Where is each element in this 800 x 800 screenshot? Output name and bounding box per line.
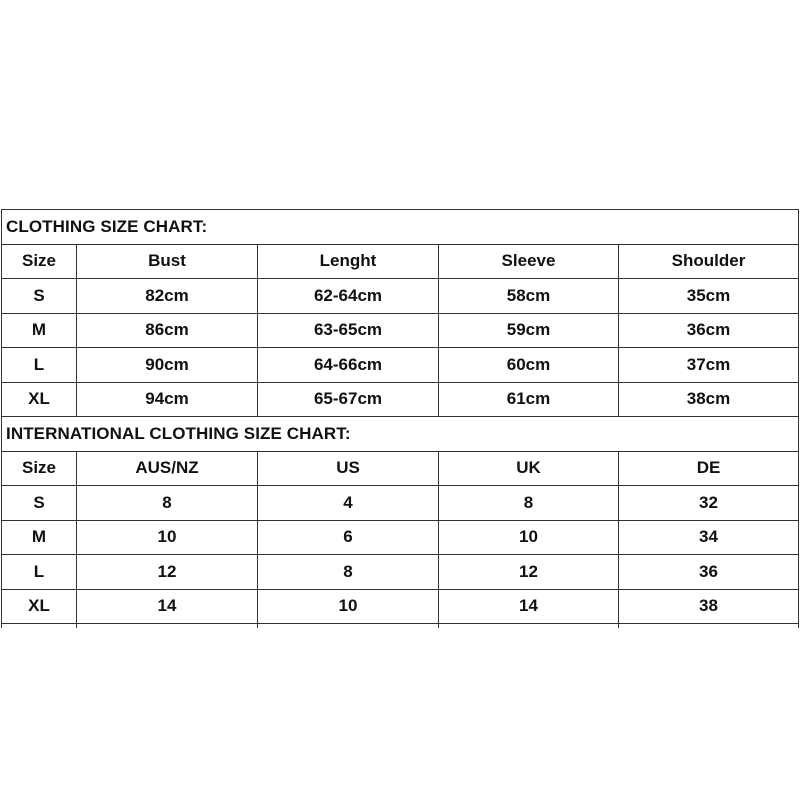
sleeve-cell: 58cm <box>439 279 619 314</box>
de-cell: 32 <box>619 486 799 521</box>
column-header-uk: UK <box>439 451 619 486</box>
cropped-cell <box>439 624 619 629</box>
clothing-chart-header-row <box>2 244 799 279</box>
column-header-shoulder: Shoulder <box>619 244 799 279</box>
size-cell: M <box>2 520 77 555</box>
bust-cell: 90cm <box>77 348 258 383</box>
cropped-cell <box>77 624 258 629</box>
shoulder-cell: 37cm <box>619 348 799 383</box>
uk-cell: 10 <box>439 520 619 555</box>
column-header-us: US <box>258 451 439 486</box>
uk-cell: 12 <box>439 555 619 590</box>
cropped-cell <box>2 624 77 629</box>
us-cell: 4 <box>258 486 439 521</box>
uk-cell: 8 <box>439 486 619 521</box>
international-chart-header-row <box>2 451 799 486</box>
cropped-cell <box>258 624 439 629</box>
cropped-row-strip <box>2 624 799 629</box>
size-cell: L <box>2 348 77 383</box>
bust-cell: 82cm <box>77 279 258 314</box>
us-cell: 6 <box>258 520 439 555</box>
table-row <box>2 589 799 624</box>
international-chart-title: INTERNATIONAL CLOTHING SIZE CHART: <box>2 417 799 452</box>
length-cell: 62-64cm <box>258 279 439 314</box>
bust-cell: 86cm <box>77 313 258 348</box>
de-cell: 38 <box>619 589 799 624</box>
shoulder-cell: 38cm <box>619 382 799 417</box>
column-header-length: Lenght <box>258 244 439 279</box>
column-header-size: Size <box>2 451 77 486</box>
size-chart-document <box>1 209 798 628</box>
column-header-sleeve: Sleeve <box>439 244 619 279</box>
aus-nz-cell: 14 <box>77 589 258 624</box>
table-row <box>2 520 799 555</box>
de-cell: 36 <box>619 555 799 590</box>
size-cell: XL <box>2 382 77 417</box>
international-chart-title-row <box>2 417 799 452</box>
sleeve-cell: 60cm <box>439 348 619 383</box>
table-row <box>2 279 799 314</box>
sleeve-cell: 59cm <box>439 313 619 348</box>
size-cell: M <box>2 313 77 348</box>
shoulder-cell: 36cm <box>619 313 799 348</box>
aus-nz-cell: 12 <box>77 555 258 590</box>
shoulder-cell: 35cm <box>619 279 799 314</box>
size-cell: L <box>2 555 77 590</box>
column-header-bust: Bust <box>77 244 258 279</box>
us-cell: 8 <box>258 555 439 590</box>
column-header-size: Size <box>2 244 77 279</box>
table-row <box>2 486 799 521</box>
size-cell: S <box>2 486 77 521</box>
size-cell: XL <box>2 589 77 624</box>
length-cell: 64-66cm <box>258 348 439 383</box>
clothing-chart-title-row <box>2 210 799 245</box>
table-row <box>2 313 799 348</box>
column-header-de: DE <box>619 451 799 486</box>
aus-nz-cell: 10 <box>77 520 258 555</box>
cropped-cell <box>619 624 799 629</box>
aus-nz-cell: 8 <box>77 486 258 521</box>
table-row <box>2 348 799 383</box>
size-cell: S <box>2 279 77 314</box>
size-chart-table <box>1 209 799 628</box>
column-header-aus-nz: AUS/NZ <box>77 451 258 486</box>
length-cell: 65-67cm <box>258 382 439 417</box>
uk-cell: 14 <box>439 589 619 624</box>
de-cell: 34 <box>619 520 799 555</box>
sleeve-cell: 61cm <box>439 382 619 417</box>
bust-cell: 94cm <box>77 382 258 417</box>
us-cell: 10 <box>258 589 439 624</box>
table-row <box>2 382 799 417</box>
table-row <box>2 555 799 590</box>
length-cell: 63-65cm <box>258 313 439 348</box>
clothing-chart-title: CLOTHING SIZE CHART: <box>2 210 799 245</box>
